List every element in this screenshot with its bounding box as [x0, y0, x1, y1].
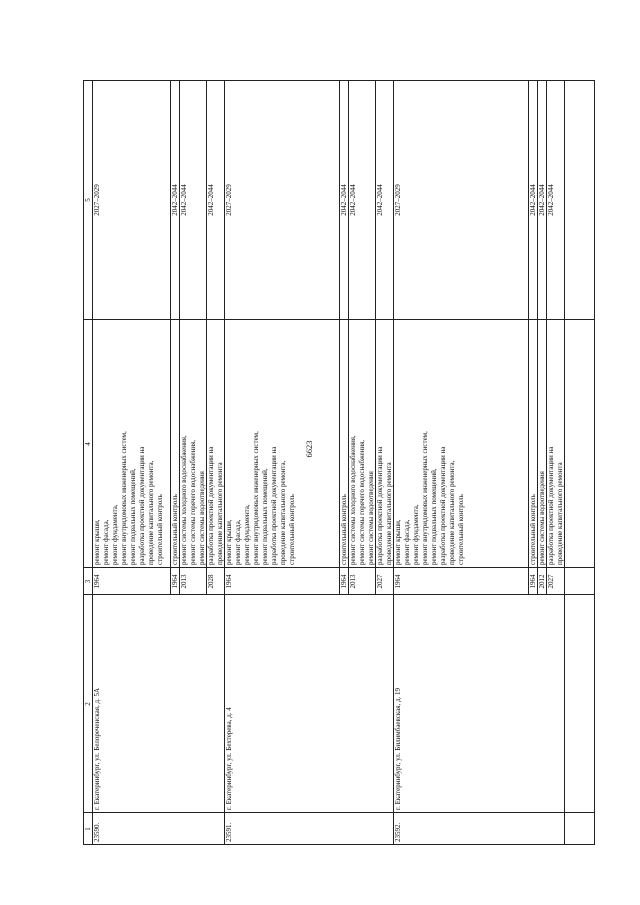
work-year: 1964	[224, 574, 233, 589]
work-year: 1964	[393, 574, 402, 589]
work-description-line: ремонт внутридомовых инженерных систем,	[420, 431, 429, 565]
entry-address: г. Екатеринбург, ул. Белореченская, д. 5А	[92, 687, 101, 810]
work-description-line: ремонт системы водоотведения	[197, 471, 206, 565]
work-description-line: ремонт фундамента,	[411, 504, 420, 565]
work-period: 2042–2044	[375, 184, 384, 216]
work-description-line: разработка проектной документации на	[206, 446, 215, 565]
entry-id: 23591.	[224, 822, 233, 842]
column-divider	[83, 812, 595, 813]
work-description-line: ремонт фундамента,	[242, 504, 251, 565]
work-description-line: проведение капитального ремонта,	[447, 460, 456, 565]
work-description-line: ремонт внутридомовых инженерных систем,	[119, 431, 128, 565]
entry-id: 23590.	[92, 822, 101, 842]
header-col-4: 4	[83, 442, 92, 446]
work-description-line: ремонт подвальных помещений,	[429, 468, 438, 565]
work-period: 2042–2044	[348, 184, 357, 216]
work-year: 2027	[375, 574, 384, 589]
work-description-line: строительный контроль	[287, 494, 296, 565]
entry-address: г. Екатеринбург, ул. Билимбаевская, д. 19	[393, 687, 402, 810]
work-description-line: разработка проектной документации на	[546, 446, 555, 565]
work-period: 2042–2044	[206, 184, 215, 216]
work-description-line: разработка проектной документации на	[375, 446, 384, 565]
work-year: 1964	[339, 574, 348, 589]
work-description-line: ремонт фасада,	[101, 519, 110, 565]
work-description-line: ремонт подвальных помещений,	[128, 468, 137, 565]
work-description-line: строительный контроль	[456, 494, 465, 565]
entry-id: 23592.	[393, 822, 402, 842]
work-description-line: разработка проектной документации на	[269, 446, 278, 565]
work-description-line: ремонт фундамента,	[110, 504, 119, 565]
work-period: 2027–2029	[92, 184, 101, 216]
work-period: 2042–2044	[339, 184, 348, 216]
work-description-line: разработка проектной документации на	[438, 446, 447, 565]
work-period: 2042–2044	[537, 184, 546, 216]
work-description-line: строительный контроль	[170, 494, 179, 565]
work-year: 2027	[546, 574, 555, 589]
work-period: 2027–2029	[393, 184, 402, 216]
header-col-5: 5	[83, 198, 92, 202]
work-description-line: ремонт системы водоотведения	[537, 471, 546, 565]
work-description-line: проведение капитального ремонта,	[278, 460, 287, 565]
header-col-3: 3	[83, 579, 92, 584]
work-description-line: ремонт крыши,	[393, 519, 402, 565]
work-year: 2012	[537, 574, 546, 589]
work-period: 2027–2029	[224, 184, 233, 216]
rotated-page-area	[83, 80, 595, 845]
entry-address: г. Екатеринбург, ул. Бехтерева, д. 4	[224, 707, 233, 810]
work-description-line: проведение капитального ремонта	[215, 462, 224, 565]
work-description-line: ремонт фасада,	[402, 519, 411, 565]
work-description-line: ремонт крыши,	[92, 519, 101, 565]
work-description-line: проведение капитального ремонта	[384, 462, 393, 565]
work-year: 1964	[170, 574, 179, 589]
work-description-line: ремонт фасада,	[233, 519, 242, 565]
work-year: 1964	[92, 574, 101, 589]
table-bottom-border	[594, 80, 595, 845]
page-number: 6623	[304, 440, 314, 458]
work-description-line: ремонт системы горячего водоснабжения,	[357, 439, 366, 565]
work-description-line: ремонт крыши,	[224, 519, 233, 565]
work-description-line: ремонт системы горячего водоснабжения,	[188, 439, 197, 565]
work-description-line: строительный контроль	[155, 494, 164, 565]
work-period: 2042–2044	[170, 184, 179, 216]
work-description-line: ремонт подвальных помещений,	[260, 468, 269, 565]
work-description-line: проведение капитального ремонта,	[146, 460, 155, 565]
capital-repair-table	[83, 80, 595, 845]
entry-divider	[564, 80, 565, 845]
work-description-line: разработка проектной документации на	[137, 446, 146, 565]
work-description-line: ремонт системы водоотведения	[366, 471, 375, 565]
work-description-line: строительный контроль	[528, 494, 537, 565]
work-description-line: ремонт внутридомовых инженерных систем,	[251, 431, 260, 565]
work-year: 1964	[528, 574, 537, 589]
table-left-border	[83, 844, 595, 845]
work-description-line: ремонт системы холодного водоснабжения,	[179, 435, 188, 565]
work-year: 2028	[206, 574, 215, 589]
work-description-line: ремонт системы холодного водоснабжения,	[348, 435, 357, 565]
work-year: 2013	[348, 574, 357, 589]
header-col-2: 2	[83, 702, 92, 706]
header-col-1: 1	[83, 827, 92, 831]
work-period: 2042–2044	[546, 184, 555, 216]
work-description-line: строительный контроль	[339, 494, 348, 565]
work-period: 2042–2044	[179, 184, 188, 216]
work-description-line: проведение капитального ремонта	[555, 462, 564, 565]
work-period: 2042–2044	[528, 184, 537, 216]
work-year: 2013	[179, 574, 188, 589]
